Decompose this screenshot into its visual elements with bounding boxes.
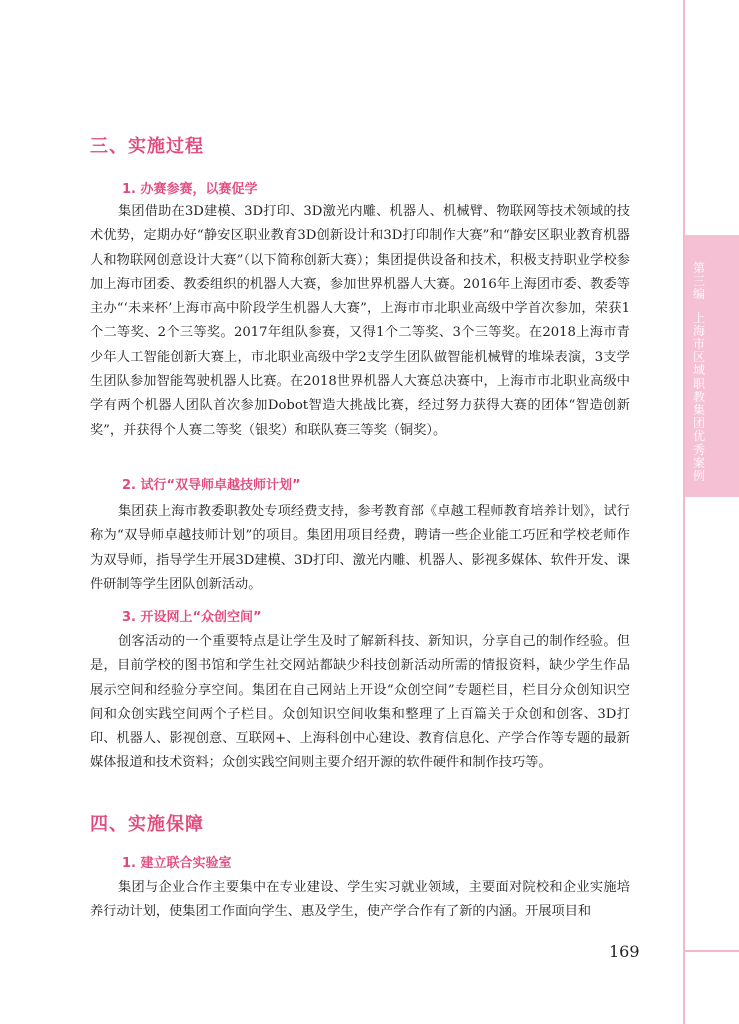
side-label-title: 上海市区域职教集团优秀案例 (692, 310, 705, 484)
paragraph-dual-mentor: 集团获上海市教委职教处专项经费支持，参考教育部《卓越工程师教育培养计划》，试行称为“双导师卓越技师计划”的项目。集团用项目经费，聘请一些企业能工巧匠和学校老师作为双导师，指导学生开展3D建模、3D打印、激光内雕、机器人、影视多媒体、软件开发、课件研制等学生团队创新活动。 (90, 504, 630, 592)
paragraph-maker-space: 创客活动的一个重要特点是让学生及时了解新科技、新知识，分享自己的制作经验。但是，目前学校的图书馆和学生社交网站都缺少科技创新活动所需的情报资料，缺少学生作品展示空间和经验分享空间。集团在自己网站上开设“众创空间”专题栏目，栏目分众创知识空间和众创实践空间两个子栏目。众创知识空间收集和整理了上百篇关于众创和创客、3D打印、机器人、影视创意、互联网+、上海科创中心建设、教育信息化、产学合作等专题的最新媒体报道和技术资料；众创实践空间则主要介绍开源的软件硬件和制作技巧等。 (90, 634, 630, 771)
subsection-heading-competitions: 1. 办赛参赛，以赛促学 (122, 182, 258, 197)
page-number: 169 (609, 942, 640, 961)
side-label-part: 第三编 (692, 261, 705, 302)
margin-rule-horizontal (683, 950, 739, 952)
subsection-heading-maker-space: 3. 开设网上“众创空间” (122, 610, 262, 625)
margin-rule-vertical (683, 0, 685, 1024)
subsection-heading-joint-lab: 1. 建立联合实验室 (122, 856, 232, 871)
side-label (688, 262, 710, 483)
paragraph-competitions: 集团借助在3D建模、3D打印、3D激光内雕、机器人、机械臂、物联网等技术领域的技术优势，定期办好“静安区职业教育3D创新设计和3D打印制作大赛”和“静安区职业教育机器人和物联网创意设计大赛”（以下简称创新大赛）；集团提供设备和技术，积极支持职业学校参加上海市团委、教委组织的机器人大赛，参加世界机器人大赛。2016年上海团市委、教委等主办“‘未来杯’上海市高中阶段学生机器人大赛”，上海市市北职业高级中学首次参加，荣获1个二等奖、2个三等奖。2017年组队参赛，又得1个二等奖、3个三等奖。在2018上海市青少年人工智能创新大赛上，市北职业高级中学2支学生团队做智能机械臂的堆垛表演，3支学生团队参加智能驾驶机器人比赛。在2018世界机器人大赛总决赛中，上海市市北职业高级中学有两个机器人团队首次参加Dobot智造大挑战比赛，经过努力获得大赛的团体“智造创新奖”，并获得个人赛二等奖（银奖）和联队赛三等奖（铜奖）。 (90, 204, 630, 438)
section-heading-guarantee: 四、实施保障 (90, 814, 204, 835)
paragraph-joint-lab: 集团与企业合作主要集中在专业建设、学生实习就业领域，主要面对院校和企业实施培养行动计划，使集团工作面向学生、惠及学生，使产学合作有了新的内涵。开展项目和 (90, 880, 630, 920)
section-heading-implementation: 三、实施过程 (90, 136, 204, 157)
subsection-heading-dual-mentor: 2. 试行“双导师卓越技师计划” (122, 478, 301, 493)
